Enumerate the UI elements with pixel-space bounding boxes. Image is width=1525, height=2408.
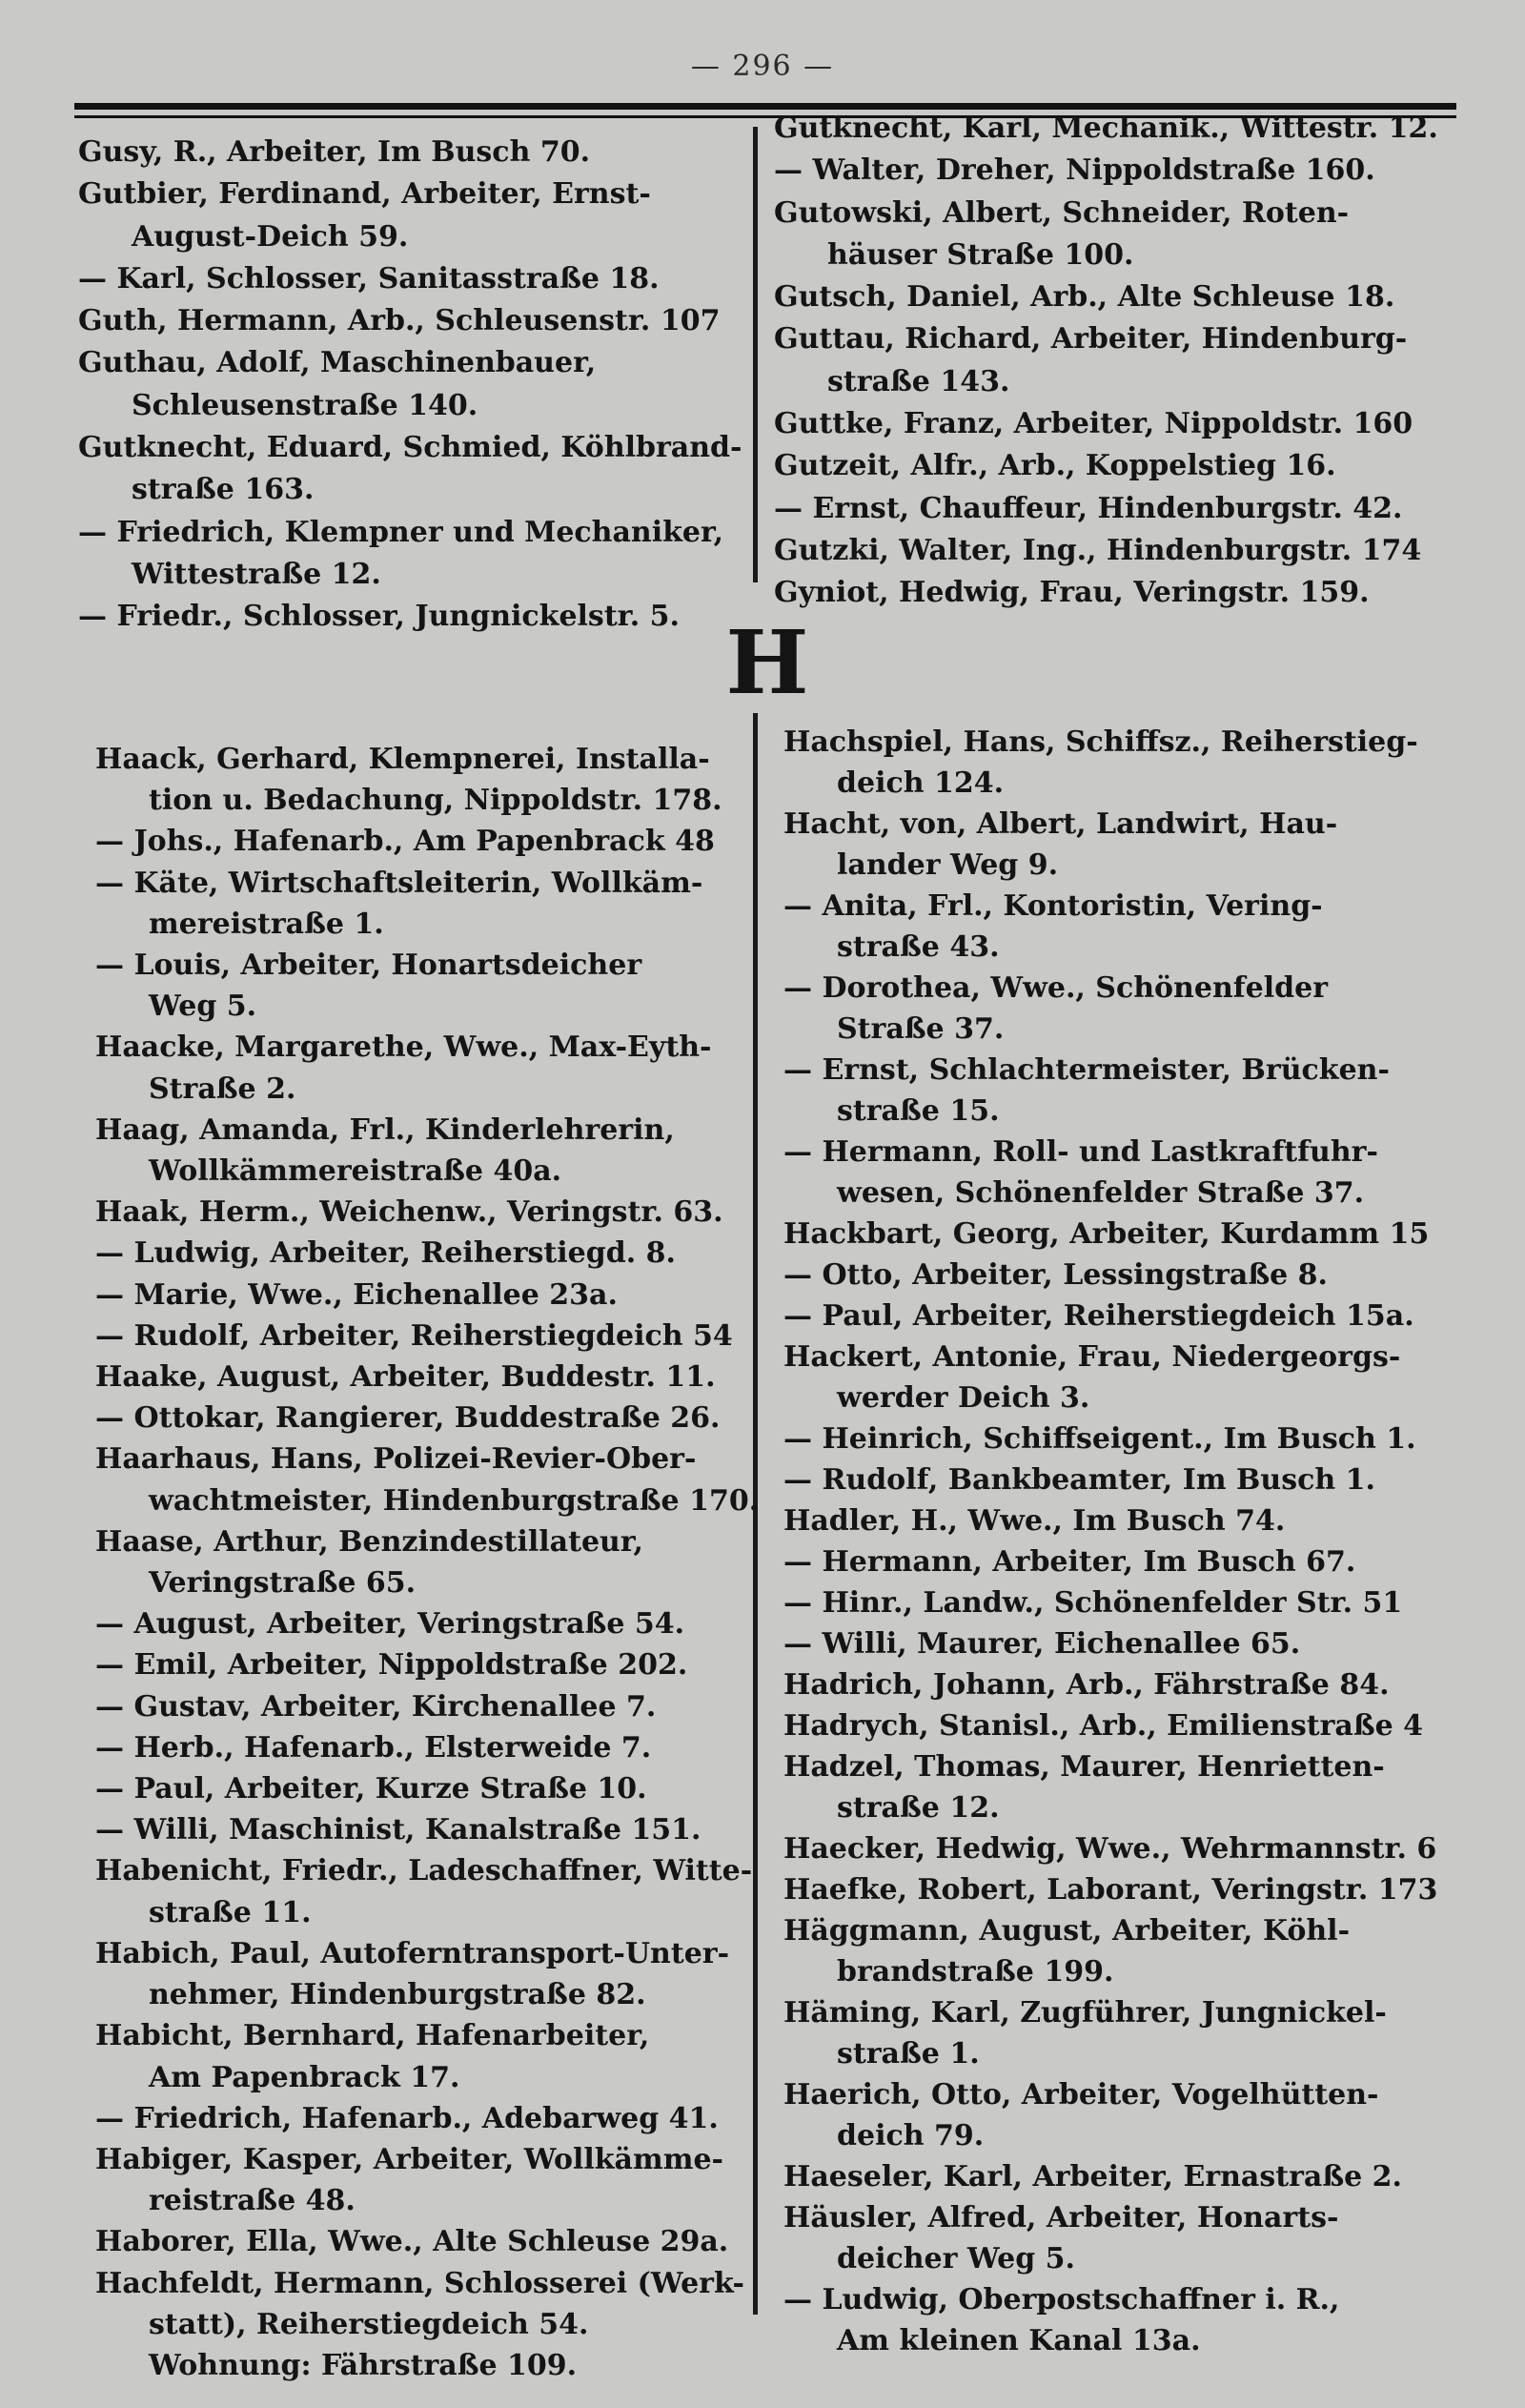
directory-entry xyxy=(95,2221,751,2262)
directory-entry xyxy=(95,1233,751,1274)
column-top-left xyxy=(78,132,745,639)
entry-line: Hadrich, Johann, Arb., Fährstraße 84. xyxy=(783,1668,1390,1702)
directory-entry xyxy=(783,1500,1465,1541)
entry-line: — Rudolf, Bankbeamter, Im Busch 1. xyxy=(783,1463,1375,1497)
directory-entry xyxy=(95,739,751,821)
directory-entry xyxy=(774,108,1455,150)
directory-entry xyxy=(783,1828,1465,1869)
directory-entry xyxy=(783,804,1465,886)
directory-entry xyxy=(783,1214,1465,1255)
entry-continuation: Wittestraße 12. xyxy=(132,557,381,591)
directory-entry xyxy=(95,1768,751,1809)
directory-entry xyxy=(95,1727,751,1768)
entry-line: Gutknecht, Karl, Mechanik., Wittestr. 12. xyxy=(774,112,1438,145)
directory-entry xyxy=(78,300,745,342)
directory-entry xyxy=(783,722,1465,804)
column-bottom-left xyxy=(95,739,760,2386)
directory-entry xyxy=(774,318,1455,403)
entry-continuation: häuser Straße 100. xyxy=(827,237,1134,272)
entry-line: Hachfeldt, Hermann, Schlosserei (Werk- xyxy=(95,2266,745,2300)
entry-line: Gutzki, Walter, Ing., Hindenburgstr. 174 xyxy=(774,533,1422,567)
entry-line: Guttke, Franz, Arbeiter, Nippoldstr. 160 xyxy=(774,407,1413,441)
directory-entry xyxy=(783,1869,1465,1910)
directory-entry xyxy=(783,1623,1465,1664)
directory-entry xyxy=(774,150,1455,192)
entry-continuation: Straße 2. xyxy=(149,1071,296,1106)
entry-line: Habicht, Bernhard, Hafenarbeiter, xyxy=(95,2019,650,2053)
entry-continuation: deich 124. xyxy=(837,766,1005,800)
entry-line: — Paul, Arbeiter, Kurze Straße 10. xyxy=(95,1772,647,1806)
entry-line: — Walter, Dreher, Nippoldstraße 160. xyxy=(774,153,1375,188)
entry-continuation: straße 1. xyxy=(837,2037,980,2071)
entry-line: — Friedrich, Klempner und Mechaniker, xyxy=(78,515,724,549)
entry-line: — Gustav, Arbeiter, Kirchenallee 7. xyxy=(95,1689,657,1724)
directory-entry xyxy=(774,445,1455,487)
column-bottom-right xyxy=(783,722,1465,2361)
directory-entry xyxy=(783,1992,1465,2074)
directory-entry xyxy=(95,1398,751,1439)
directory-entry xyxy=(78,512,745,597)
entry-continuation: straße 143. xyxy=(827,364,1010,398)
entry-continuation: Wohnung: Fährstraße 109. xyxy=(149,2348,578,2382)
entry-continuation: werder Deich 3. xyxy=(837,1381,1090,1415)
entry-line: Haarhaus, Hans, Polizei-Revier-Ober- xyxy=(95,1442,697,1477)
directory-entry xyxy=(95,2098,751,2139)
entry-line: — Ludwig, Arbeiter, Reiherstiegd. 8. xyxy=(95,1236,676,1271)
entry-line: — Friedr., Schlosser, Jungnickelstr. 5. xyxy=(78,600,680,634)
entry-line: Häggmann, August, Arbeiter, Köhl- xyxy=(783,1914,1351,1948)
entry-line: — Rudolf, Arbeiter, Reiherstiegdeich 54 xyxy=(95,1318,733,1353)
entry-continuation: Weg 5. xyxy=(149,990,257,1024)
entry-continuation: straße 12. xyxy=(837,1791,1000,1825)
entry-line: Haag, Amanda, Frl., Kinderlehrerin, xyxy=(95,1112,675,1147)
entry-line: — Ottokar, Rangierer, Buddestraße 26. xyxy=(95,1401,721,1436)
entry-continuation: Am kleinen Kanal 13a. xyxy=(837,2324,1201,2357)
entry-line: Haecker, Hedwig, Wwe., Wehrmannstr. 6 xyxy=(783,1832,1437,1866)
entry-line: Haefke, Robert, Laborant, Veringstr. 173 xyxy=(783,1873,1438,1907)
directory-entry xyxy=(783,1255,1465,1296)
directory-entry xyxy=(78,596,745,638)
entry-continuation: deicher Weg 5. xyxy=(837,2242,1075,2275)
directory-entry xyxy=(78,132,745,173)
directory-entry xyxy=(95,1521,751,1603)
directory-entry xyxy=(774,572,1455,614)
entry-line: Gusy, R., Arbeiter, Im Busch 70. xyxy=(78,135,591,169)
directory-entry xyxy=(95,2015,751,2097)
entry-line: Haeseler, Karl, Arbeiter, Ernastraße 2. xyxy=(783,2160,1402,2194)
entry-line: Hacht, von, Albert, Landwirt, Hau- xyxy=(783,807,1338,841)
entry-continuation: straße 163. xyxy=(132,473,315,507)
entry-continuation: lander Weg 9. xyxy=(837,848,1059,882)
directory-entry xyxy=(78,342,745,427)
entry-continuation: reistraße 48. xyxy=(149,2184,356,2218)
entry-line: — Dorothea, Wwe., Schönenfelder xyxy=(783,971,1329,1005)
directory-entry xyxy=(95,1809,751,1850)
entry-line: Gutknecht, Eduard, Schmied, Köhlbrand- xyxy=(78,431,742,465)
entry-continuation: Am Papenbrack 17. xyxy=(149,2060,460,2094)
entry-line: — Ernst, Chauffeur, Hindenburgstr. 42. xyxy=(774,491,1403,525)
entry-line: — Heinrich, Schiffseigent., Im Busch 1. xyxy=(783,1422,1416,1456)
directory-entry xyxy=(774,530,1455,572)
entry-continuation: brandstraße 199. xyxy=(837,1955,1114,1989)
entry-continuation: nehmer, Hindenburgstraße 82. xyxy=(149,1978,646,2012)
directory-entry xyxy=(783,2279,1465,2361)
directory-entry xyxy=(783,1746,1465,1828)
entry-line: Haack, Gerhard, Klempnerei, Installa- xyxy=(95,743,710,776)
directory-entry xyxy=(95,1192,751,1233)
entry-continuation: wesen, Schönenfelder Straße 37. xyxy=(837,1176,1365,1210)
entry-line: — Herb., Hafenarb., Elsterweide 7. xyxy=(95,1730,652,1765)
entry-line: — Willi, Maschinist, Kanalstraße 151. xyxy=(95,1813,702,1847)
entry-line: Hadrych, Stanisl., Arb., Emilienstraße 4 xyxy=(783,1709,1424,1743)
directory-entry xyxy=(783,2197,1465,2279)
entry-line: — Louis, Arbeiter, Honartsdeicher xyxy=(95,949,642,983)
directory-entry xyxy=(783,1337,1465,1418)
directory-entry xyxy=(774,488,1455,530)
directory-entry xyxy=(783,1296,1465,1337)
directory-entry xyxy=(774,403,1455,445)
entry-line: Gutsch, Daniel, Arb., Alte Schleuse 18. xyxy=(774,280,1395,315)
directory-entry xyxy=(95,1027,751,1109)
entry-continuation: mereistraße 1. xyxy=(149,907,384,941)
entry-line: — Otto, Arbeiter, Lessingstraße 8. xyxy=(783,1258,1328,1292)
directory-entry xyxy=(95,1357,751,1398)
directory-entry xyxy=(78,427,745,512)
directory-entry xyxy=(95,2263,751,2387)
directory-entry xyxy=(78,173,745,258)
directory-entry xyxy=(95,1644,751,1685)
directory-entry xyxy=(95,1603,751,1644)
entry-line: Hadler, H., Wwe., Im Busch 74. xyxy=(783,1504,1286,1538)
entry-line: — Friedrich, Hafenarb., Adebarweg 41. xyxy=(95,2101,719,2135)
entry-line: Guth, Hermann, Arb., Schleusenstr. 107 xyxy=(78,304,721,338)
directory-entry xyxy=(783,1418,1465,1459)
entry-line: Habiger, Kasper, Arbeiter, Wollkämme- xyxy=(95,2142,724,2176)
column-divider-top xyxy=(753,127,758,582)
entry-line: — Käte, Wirtschaftsleiterin, Wollkäm- xyxy=(95,866,703,900)
entry-line: Gutowski, Albert, Schneider, Roten- xyxy=(774,195,1350,230)
entry-line: Habenicht, Friedr., Ladeschaffner, Witte- xyxy=(95,1854,753,1888)
entry-continuation: straße 11. xyxy=(149,1895,312,1929)
directory-entry xyxy=(95,945,751,1027)
entry-continuation: straße 43. xyxy=(837,930,1000,964)
entry-line: Häusler, Alfred, Arbeiter, Honarts- xyxy=(783,2201,1339,2235)
directory-entry xyxy=(783,968,1465,1050)
directory-entry xyxy=(95,1439,760,1520)
directory-entry xyxy=(783,1910,1465,1992)
entry-line: Haase, Arthur, Benzindestillateur, xyxy=(95,1524,643,1559)
directory-entry xyxy=(95,1933,751,2015)
entry-line: — Emil, Arbeiter, Nippoldstraße 202. xyxy=(95,1648,688,1683)
directory-entry xyxy=(783,1541,1465,1582)
entry-continuation: August-Deich 59. xyxy=(132,219,409,254)
entry-line: Haacke, Margarethe, Wwe., Max-Eyth- xyxy=(95,1031,712,1065)
entry-line: — August, Arbeiter, Veringstraße 54. xyxy=(95,1607,685,1642)
directory-entry xyxy=(95,1686,751,1727)
directory-entry xyxy=(783,886,1465,968)
directory-entry xyxy=(783,1132,1465,1214)
directory-entry xyxy=(95,863,751,945)
entry-line: — Hermann, Arbeiter, Im Busch 67. xyxy=(783,1545,1356,1579)
directory-entry xyxy=(95,1110,751,1192)
directory-entry xyxy=(95,1275,751,1316)
directory-entry xyxy=(95,1850,751,1932)
entry-line: — Anita, Frl., Kontoristin, Vering- xyxy=(783,889,1323,923)
entry-continuation: straße 15. xyxy=(837,1094,1000,1128)
entry-continuation: Wollkämmereistraße 40a. xyxy=(149,1154,562,1189)
entry-line: — Karl, Schlosser, Sanitasstraße 18. xyxy=(78,261,660,296)
entry-line: — Ernst, Schlachtermeister, Brücken- xyxy=(783,1053,1390,1087)
entry-line: Hackert, Antonie, Frau, Niedergeorgs- xyxy=(783,1340,1401,1374)
page-number: — 296 — xyxy=(690,50,835,83)
directory-entry xyxy=(95,821,751,862)
entry-continuation: deich 79. xyxy=(837,2119,985,2153)
entry-line: Guttau, Richard, Arbeiter, Hindenburg- xyxy=(774,322,1408,357)
entry-line: Guthau, Adolf, Maschinenbauer, xyxy=(78,346,597,380)
entry-line: — Marie, Wwe., Eichenallee 23a. xyxy=(95,1277,618,1312)
directory-entry xyxy=(774,193,1455,277)
directory-entry xyxy=(774,276,1455,318)
entry-line: Hadzel, Thomas, Maurer, Henrietten- xyxy=(783,1750,1385,1784)
directory-entry xyxy=(78,258,745,300)
entry-line: — Willi, Maurer, Eichenallee 65. xyxy=(783,1627,1301,1661)
entry-line: Gutzeit, Alfr., Arb., Koppelstieg 16. xyxy=(774,449,1336,483)
entry-line: — Hinr., Landw., Schönenfelder Str. 51 xyxy=(783,1586,1403,1620)
entry-continuation: tion u. Bedachung, Nippoldstr. 178. xyxy=(149,784,722,818)
entry-line: Häming, Karl, Zugführer, Jungnickel- xyxy=(783,1996,1387,2030)
entry-line: Habich, Paul, Autoferntransport-Unter- xyxy=(95,1936,730,1970)
entry-continuation: Veringstraße 65. xyxy=(149,1566,417,1601)
directory-entry xyxy=(783,1459,1465,1500)
directory-entry xyxy=(95,2139,751,2221)
directory-entry xyxy=(783,1705,1465,1746)
entry-continuation: wachtmeister, Hindenburgstraße 170. xyxy=(149,1483,760,1518)
directory-entry xyxy=(783,1582,1465,1623)
entry-line: — Johs., Hafenarb., Am Papenbrack 48 xyxy=(95,825,715,859)
entry-line: Gyniot, Hedwig, Frau, Veringstr. 159. xyxy=(774,576,1370,610)
entry-line: Gutbier, Ferdinand, Arbeiter, Ernst- xyxy=(78,177,651,212)
entry-line: Hackbart, Georg, Arbeiter, Kurdamm 15 xyxy=(783,1217,1430,1251)
entry-line: Haerich, Otto, Arbeiter, Vogelhütten- xyxy=(783,2078,1379,2112)
entry-line: Hachspiel, Hans, Schiffsz., Reiherstieg- xyxy=(783,725,1418,759)
directory-entry xyxy=(783,2074,1465,2156)
directory-entry xyxy=(783,2156,1465,2197)
directory-entry xyxy=(95,1316,751,1357)
entry-line: — Hermann, Roll- und Lastkraftfuhr- xyxy=(783,1135,1378,1169)
column-top-right xyxy=(774,108,1455,615)
entry-line: — Paul, Arbeiter, Reiherstiegdeich 15a. xyxy=(783,1299,1414,1333)
section-letter: H xyxy=(725,611,809,714)
directory-entry xyxy=(783,1664,1465,1705)
entry-continuation: statt), Reiherstiegdeich 54. xyxy=(149,2307,589,2341)
entry-continuation: Schleusenstraße 140. xyxy=(132,388,478,422)
entry-continuation: Straße 37. xyxy=(837,1012,1005,1046)
entry-line: Haake, August, Arbeiter, Buddestr. 11. xyxy=(95,1360,716,1395)
entry-line: Haborer, Ella, Wwe., Alte Schleuse 29a. xyxy=(95,2225,729,2259)
entry-line: Haak, Herm., Weichenw., Veringstr. 63. xyxy=(95,1195,723,1230)
directory-entry xyxy=(783,1050,1465,1132)
entry-line: — Ludwig, Oberpostschaffner i. R., xyxy=(783,2283,1340,2316)
